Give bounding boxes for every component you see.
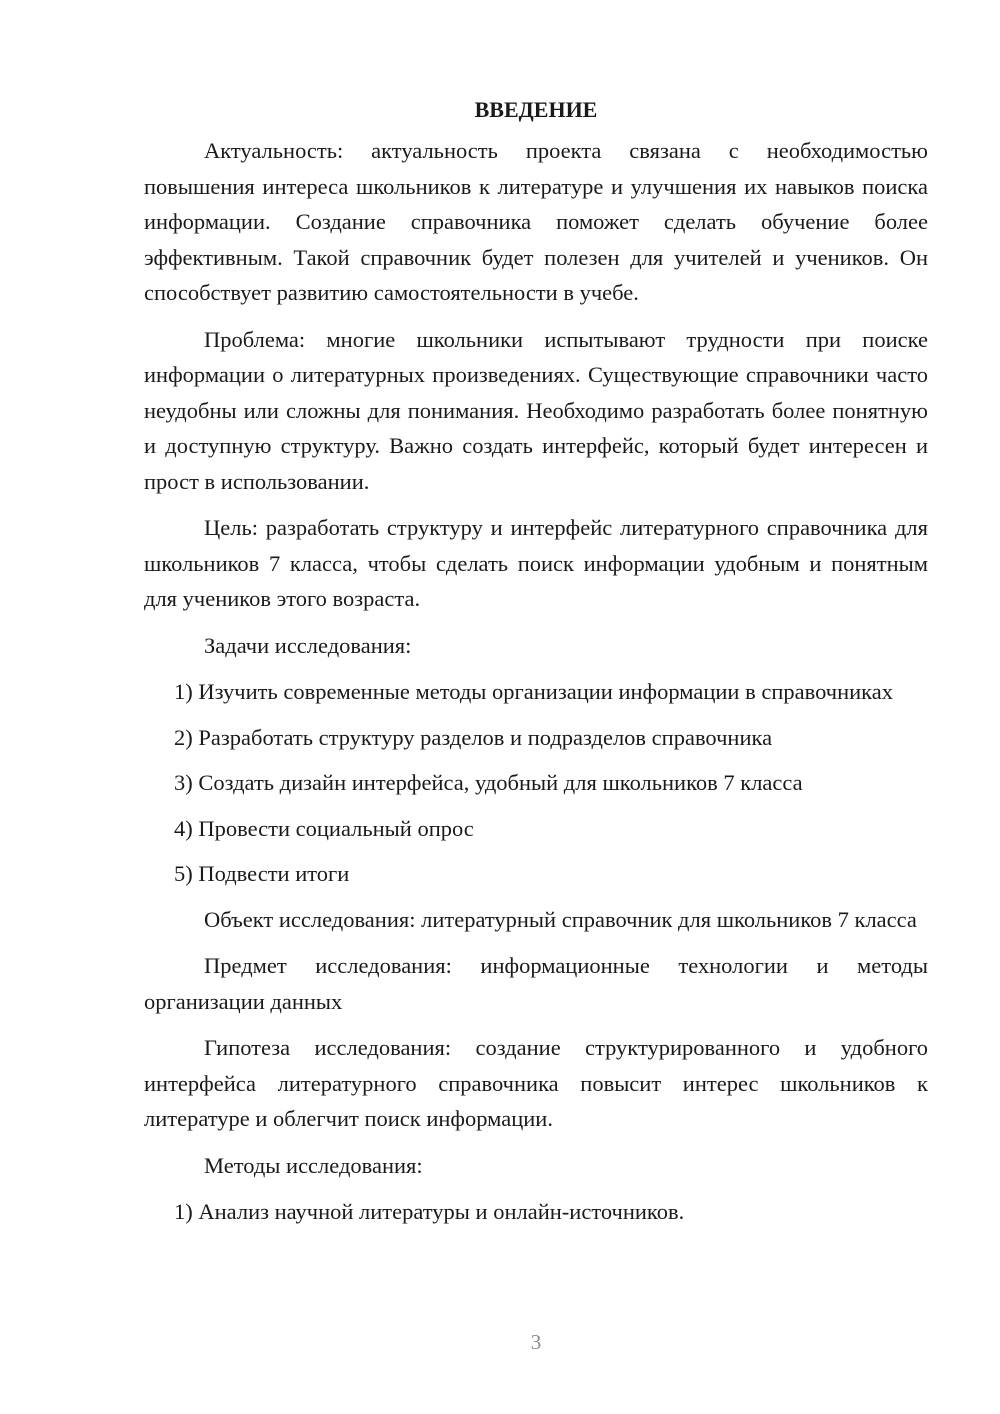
task-item: 3) Создать дизайн интерфейса, удобный для школьников 7 класса	[174, 770, 803, 795]
object-paragraph: Объект исследования: литературный справочник для школьников 7 класса	[204, 906, 917, 932]
hypothesis-paragraph: Гипотеза исследования: создание структурированного и удобного интерфейса литературного справочника повысит интерес школьников к литературе и облегчит поиск информации.	[144, 1035, 928, 1131]
method-item: 1) Анализ научной литературы и онлайн-источников.	[174, 1199, 685, 1224]
task-item: 5) Подвести итоги	[174, 861, 350, 886]
problem-paragraph: Проблема: многие школьники испытывают трудности при поиске информации о литературных произведениях. Существующие справочники часто неудобны или сложны для понимания. Необходимо разработать более понятную и доступную структуру. Важно создать интерфейс, который будет интересен и прост в использовании.	[144, 326, 928, 494]
section-heading: ВВЕДЕНИЕ	[474, 97, 598, 122]
task-item: 1) Изучить современные методы организации информации в справочниках	[174, 679, 893, 704]
tasks-heading: Задачи исследования:	[204, 632, 412, 658]
subject-paragraph: Предмет исследования: информационные технологии и методы организации данных	[144, 953, 928, 1014]
task-item: 4) Провести социальный опрос	[174, 815, 474, 841]
page-number: 3	[530, 1330, 542, 1354]
methods-heading: Методы исследования:	[204, 1152, 423, 1178]
goal-paragraph: Цель: разработать структуру и интерфейс литературного справочника для школьников 7 класса, чтобы сделать поиск информации удобным и понятным для учеников этого возраста.	[144, 515, 928, 611]
relevance-paragraph: Актуальность: актуальность проекта связана с необходимостью повышения интереса школьников к литературе и улучшения их навыков поиска информации. Создание справочника поможет сделать обучение более эффективным. Такой справочник будет полезен для учителей и учеников. Он способствует развитию самостоятельности в учебе.	[144, 138, 928, 305]
task-item: 2) Разработать структуру разделов и подразделов справочника	[174, 724, 773, 750]
page-content	[144, 92, 928, 1240]
